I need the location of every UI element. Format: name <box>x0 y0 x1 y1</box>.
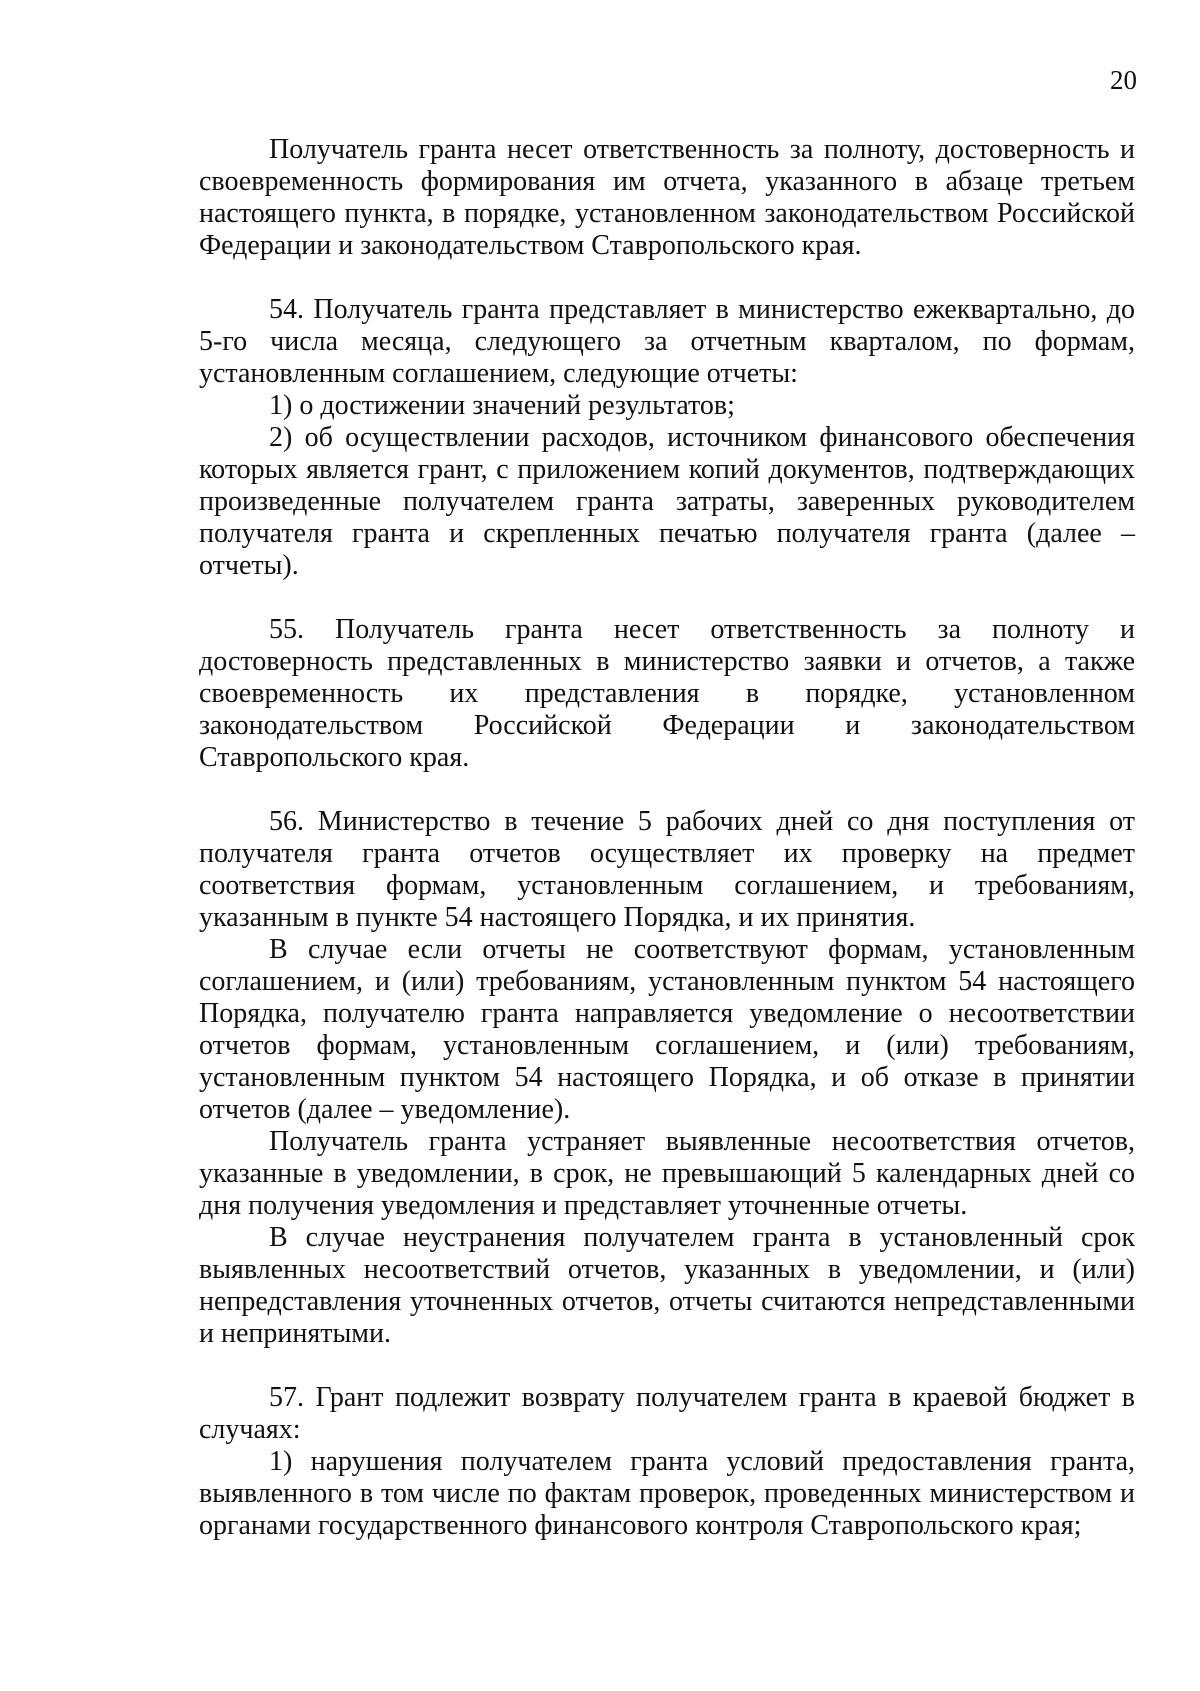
paragraph-item-56-noncompliance: В случае если отчеты не соответствуют формам, установленным соглашением, и (или) требованиям, установленным пунктом 54 настоящего Порядка, получателю гранта направляется уведомление о несоответствии отчетов формам, установленным соглашением, и (или) требованиям, установленным пунктом 54 настоящего Порядка, и об отказе в принятии отчетов (далее – уведомление). <box>199 934 1135 1125</box>
paragraph-reporting-responsibility: Получатель гранта несет ответственность за полноту, достоверность и своевременность формирования им отчета, указанного в абзаце третьем настоящего пункта, в порядке, установленном законодательством Российской Федерации и законодательством Ставропольского края. <box>199 134 1135 261</box>
paragraph-item-56-not-accepted: В случае неустранения получателем гранта в установленный срок выявленных несоответствий отчетов, указанных в уведомлении, и (или) непредставления уточненных отчетов, отчеты считаются непредставленными и непринятыми. <box>199 1222 1135 1349</box>
paragraph-item-57: 57. Грант подлежит возврату получателем гранта в краевой бюджет в случаях: <box>199 1382 1135 1445</box>
paragraph-item-56: 56. Министерство в течение 5 рабочих дней со дня поступления от получателя гранта отчетов осуществляет их проверку на предмет соответствия формам, установленным соглашением, и требованиям, указанным в пункте 54 настоящего Порядка, и их принятия. <box>199 806 1135 933</box>
paragraph-item-57-sub-1: 1) нарушения получателем гранта условий предоставления гранта, выявленного в том числе по фактам проверок, проведенных министерством и органами государственного финансового контроля Ставропольского края; <box>199 1446 1135 1541</box>
paragraph-item-54-sub-2: 2) об осуществлении расходов, источником финансового обеспечения которых является грант, с приложением копий документов, подтверждающих произведенные получателем гранта затраты, заверенных руководителем получателя гранта и скрепленных печатью получателя гранта (далее – отчеты). <box>199 422 1135 581</box>
document-body <box>199 134 1135 1542</box>
paragraph-item-54: 54. Получатель гранта представляет в министерство ежеквартально, до 5-го числа месяца, следующего за отчетным кварталом, по формам, установленным соглашением, следующие отчеты: <box>199 294 1135 389</box>
paragraph-item-56-correction: Получатель гранта устраняет выявленные несоответствия отчетов, указанные в уведомлении, в срок, не превышающий 5 календарных дней со дня получения уведомления и представляет уточненные отчеты. <box>199 1126 1135 1221</box>
paragraph-item-54-sub-1: 1) о достижении значений результатов; <box>269 390 735 421</box>
page-number: 20 <box>1110 65 1137 95</box>
paragraph-item-55: 55. Получатель гранта несет ответственность за полноту и достоверность представленных в министерство заявки и отчетов, а также своевременность их представления в порядке, установленном законодательством Российской Федерации и законодательством Ставропольского края. <box>199 614 1135 773</box>
